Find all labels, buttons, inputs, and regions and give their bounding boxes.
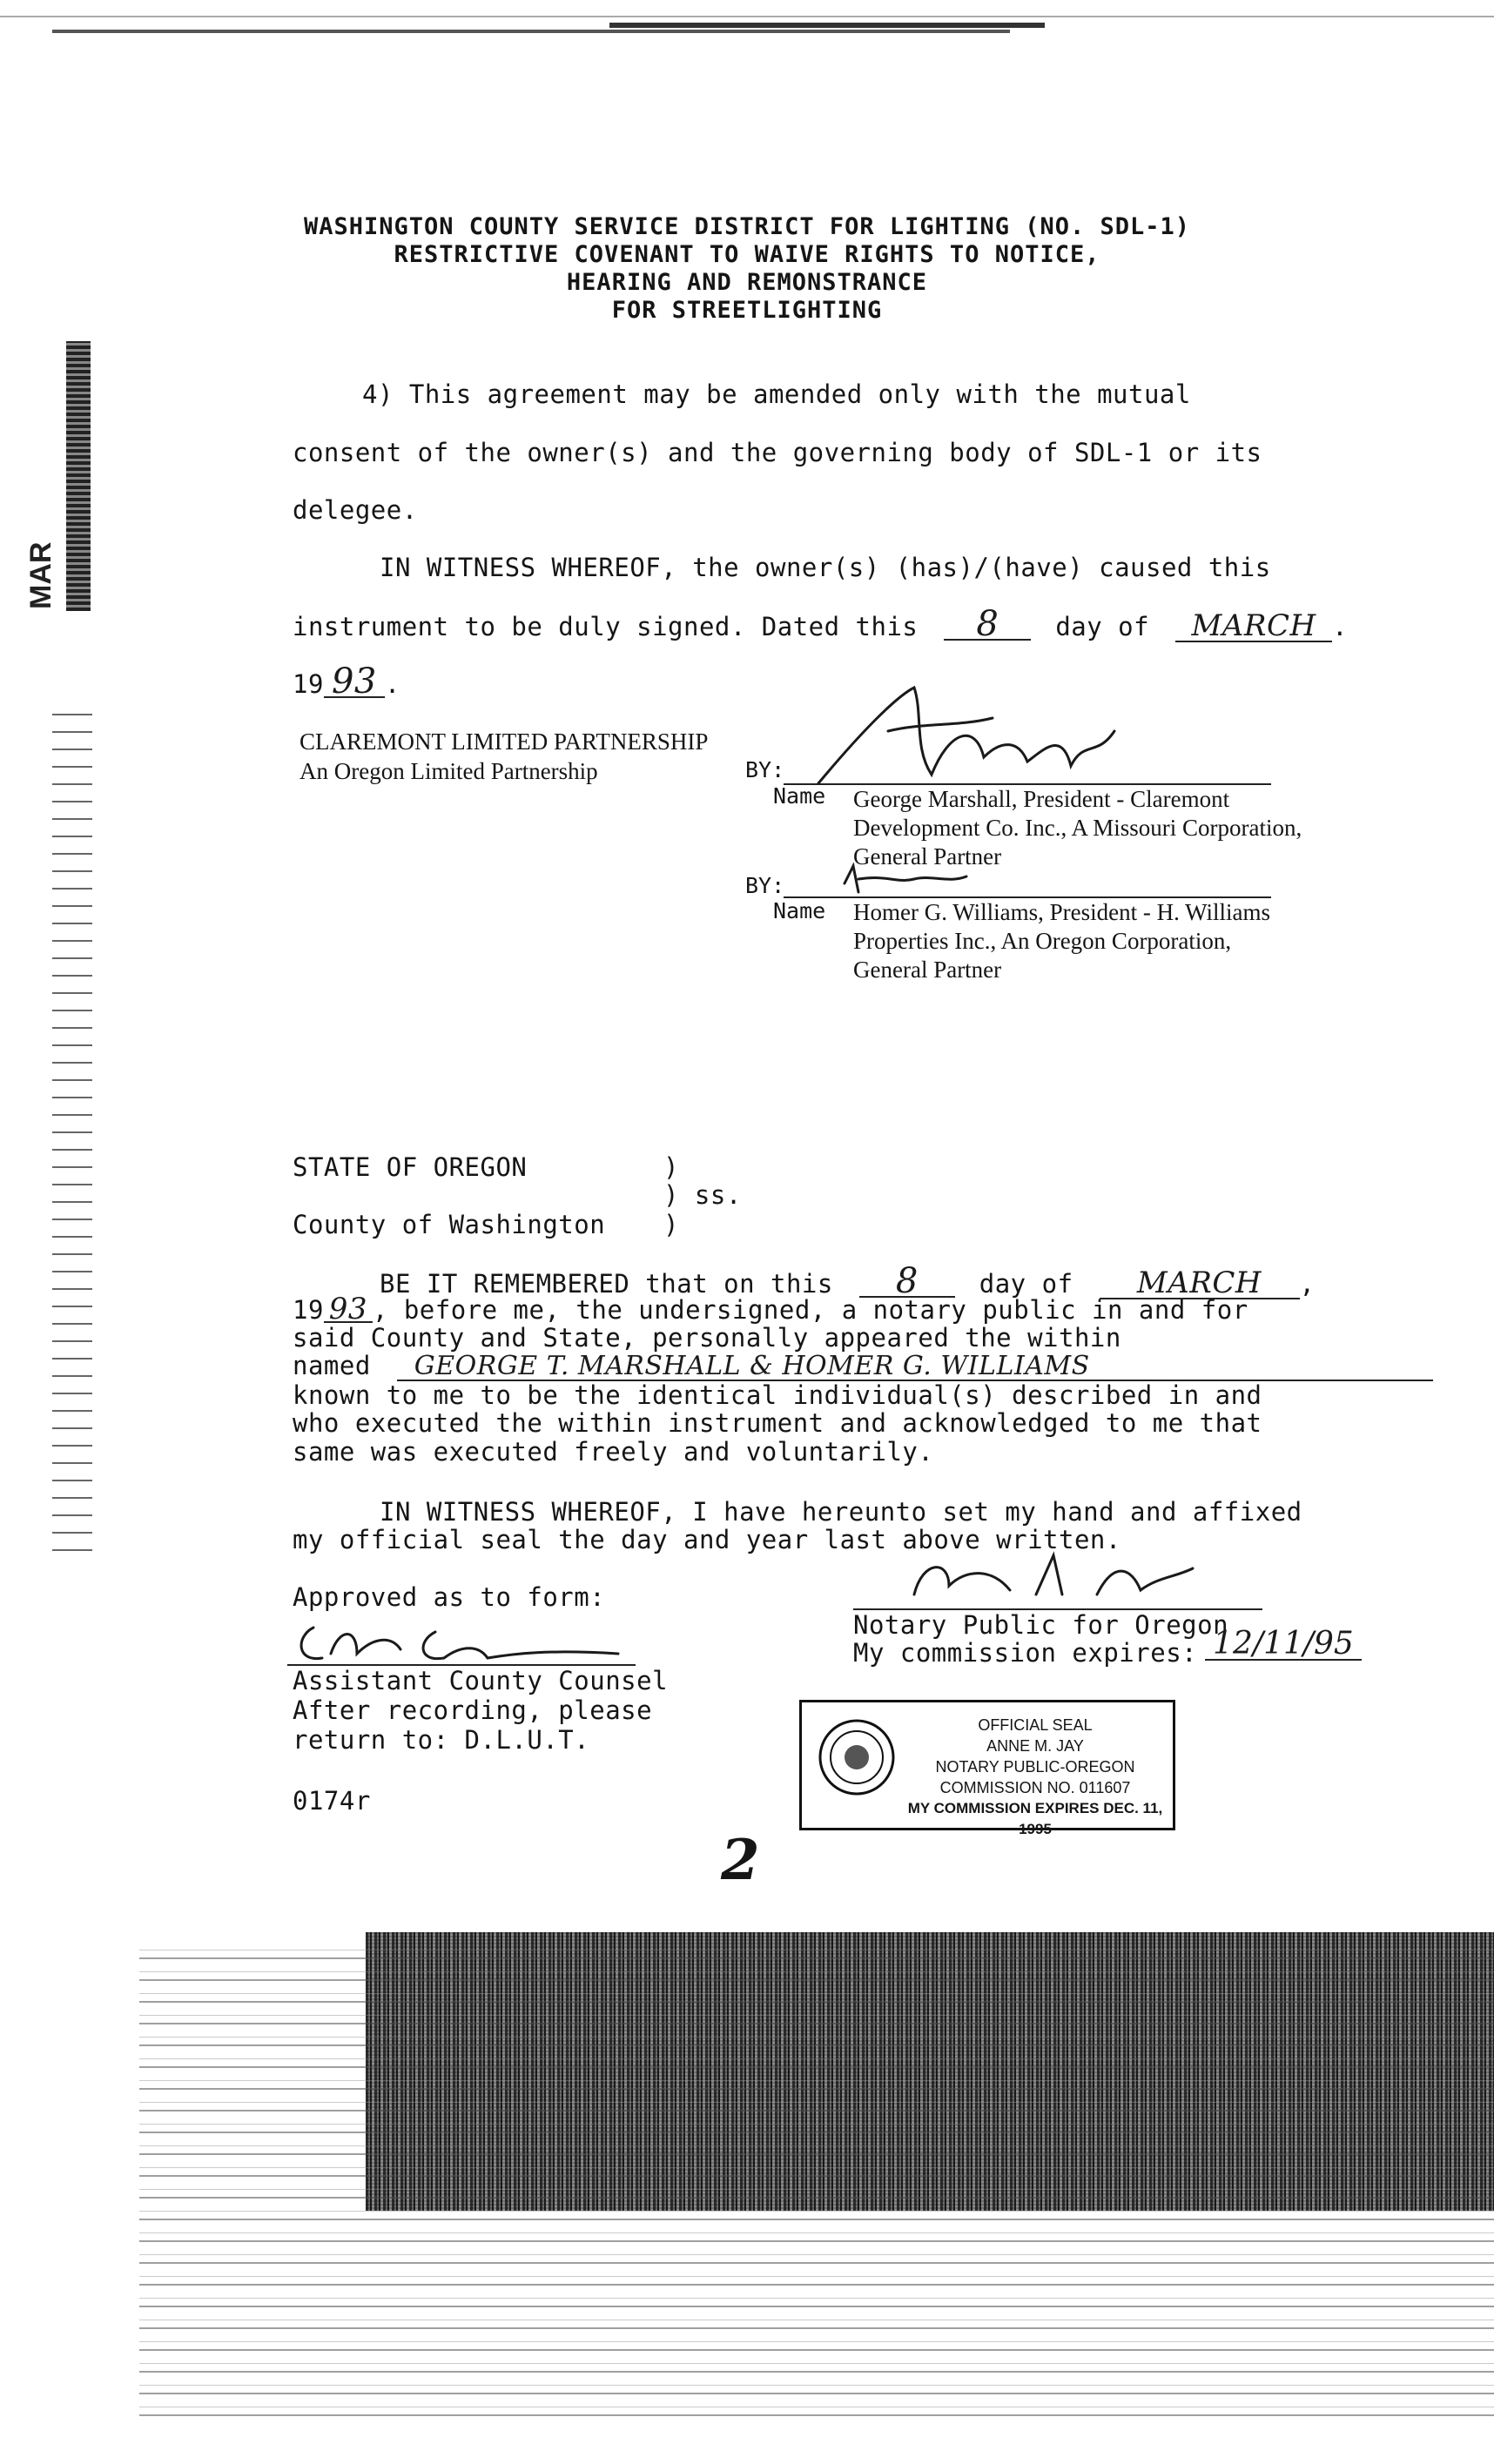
para4-line-1: 4) This agreement may be amended only with the mutual: [362, 379, 1191, 409]
remember-line-3: said County and State, personally appeared the within: [293, 1323, 1121, 1353]
remember-line-7: same was executed freely and voluntarily.: [293, 1437, 934, 1467]
year-field: 93: [324, 667, 385, 698]
witness-period: .: [1332, 612, 1349, 641]
margin-dashes: [52, 714, 92, 1567]
page-mark: 2: [721, 1828, 760, 1893]
margin-stamp: [19, 540, 71, 609]
document-code: 0174r: [293, 1786, 371, 1816]
notary-public-label: Notary Public for Oregon: [853, 1610, 1229, 1640]
para4-line-2: consent of the owner(s) and the governing body of SDL-1 or its: [293, 438, 1262, 467]
ss-label: ) ss.: [663, 1180, 742, 1210]
by-label-2: BY:: [745, 873, 785, 898]
remember-line-2-rest: , before me, the undersigned, a notary public in and for: [372, 1295, 1248, 1325]
witness-day-of: day of: [1055, 612, 1150, 641]
approved-label: Approved as to form:: [293, 1582, 606, 1612]
commission-expires-field: 12/11/95: [1205, 1629, 1362, 1661]
official-seal: [799, 1700, 1175, 1837]
margin-stamp-text: MAR: [24, 541, 57, 609]
after-recording-line-2: return to: D.L.U.T.: [293, 1725, 590, 1755]
signer2-line-2: Properties Inc., An Oregon Corporation,: [853, 928, 1232, 954]
seal-line-4: COMMISSION NO. 011607: [939, 1779, 1131, 1796]
signature-williams: [836, 857, 1010, 901]
owner-name: CLAREMONT LIMITED PARTNERSHIP: [299, 728, 709, 755]
remember-prefix: BE IT REMEMBERED that on this: [380, 1269, 833, 1299]
owner-type: An Oregon Limited Partnership: [299, 758, 598, 784]
commission-label: My commission expires:: [853, 1638, 1198, 1668]
seal-line-3: NOTARY PUBLIC-OREGON: [935, 1758, 1135, 1776]
name-label-2: Name: [773, 898, 826, 923]
scan-streak: [52, 30, 1010, 33]
by-label-1: BY:: [745, 757, 785, 782]
witness-day-field: 8: [944, 609, 1031, 641]
signer1-line-3: General Partner: [853, 843, 1002, 869]
county-label: County of Washington: [293, 1210, 606, 1239]
remember-line-4: [293, 1351, 1433, 1381]
remember-day-of: day of: [979, 1269, 1073, 1299]
named-field: GEORGE T. MARSHALL & HOMER G. WILLIAMS: [397, 1353, 1433, 1381]
remember-line-5: known to me to be the identical individual(s) described in and: [293, 1380, 1262, 1410]
year-period: .: [384, 669, 400, 699]
witness-year: [293, 661, 400, 702]
doc-title-line-2: RESTRICTIVE COVENANT TO WAIVE RIGHTS TO NOTICE,: [394, 241, 1100, 268]
year-prefix: 19: [293, 669, 324, 699]
remember-line-6: who executed the within instrument and acknowledged to me that: [293, 1408, 1262, 1438]
signature-counsel: [287, 1610, 636, 1671]
named-label: named: [293, 1351, 371, 1380]
state-label: STATE OF OREGON: [293, 1152, 528, 1182]
doc-title-line-3: HEARING AND REMONSTRANCE: [566, 269, 928, 296]
after-recording-line-1: After recording, please: [293, 1695, 653, 1725]
notary-witness-line-1: IN WITNESS WHEREOF, I have hereunto set my hand and affixed: [380, 1497, 1302, 1527]
remember-year-field: 93: [324, 1297, 373, 1323]
signer1-line-2: Development Co. Inc., A Missouri Corporation,: [853, 815, 1302, 841]
name-label-1: Name: [773, 783, 826, 809]
scan-streak: [609, 23, 1045, 28]
witness-line-2: [293, 604, 1349, 644]
signer1-line-1: George Marshall, President - Claremont: [853, 786, 1230, 812]
state-seal-emblem: [818, 1718, 896, 1796]
seal-line-5: MY COMMISSION EXPIRES DEC. 11, 1995: [907, 1800, 1163, 1837]
signer2-line-3: General Partner: [853, 957, 1002, 983]
counsel-label: Assistant County Counsel: [293, 1666, 669, 1695]
notary-witness-line-2: my official seal the day and year last above written.: [293, 1525, 1121, 1554]
doc-title-line-1: WASHINGTON COUNTY SERVICE DISTRICT FOR LIGHTING (NO. SDL-1): [303, 213, 1191, 240]
witness-line-1: IN WITNESS WHEREOF, the owner(s) (has)/(have) caused this: [380, 553, 1271, 582]
scan-streaks-bottom: [139, 1941, 1494, 2428]
doc-title-line-4: FOR STREETLIGHTING: [611, 297, 883, 324]
witness-month-field: MARCH: [1175, 611, 1332, 642]
remember-day-field: 8: [859, 1266, 955, 1298]
signer2-line-1: Homer G. Williams, President - H. Williams: [853, 899, 1271, 925]
remember-year-prefix: 19: [293, 1295, 324, 1325]
remember-line-2: [293, 1292, 1248, 1326]
scan-streak: [0, 16, 1494, 17]
remember-comma: ,: [1299, 1269, 1316, 1299]
signature-notary: [897, 1542, 1262, 1612]
seal-line-2: ANNE M. JAY: [986, 1737, 1084, 1755]
bracket-3: ): [663, 1210, 679, 1239]
para4-line-3: delegee.: [293, 495, 418, 525]
bracket-1: ): [663, 1152, 679, 1182]
remember-month-field: MARCH: [1100, 1268, 1300, 1299]
seal-line-1: OFFICIAL SEAL: [978, 1716, 1093, 1734]
seal-text: [905, 1715, 1166, 1840]
witness-line-2-prefix: instrument to be duly signed. Dated this: [293, 612, 919, 641]
